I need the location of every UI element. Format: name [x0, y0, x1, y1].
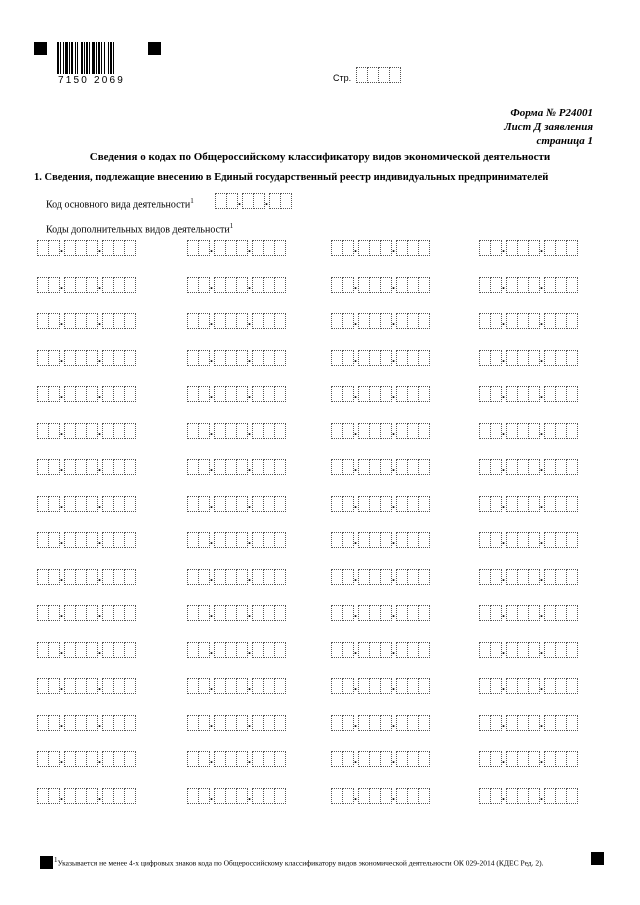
additional-code-field[interactable]: . . [479, 496, 577, 512]
footnote-ref: 1 [190, 197, 194, 205]
footnote [54, 856, 594, 868]
additional-code-field[interactable]: . . [187, 788, 285, 804]
main-activity-code-field[interactable]: . . [215, 193, 291, 209]
additional-code-field[interactable]: . . [331, 240, 429, 256]
footnote-ref: 1 [229, 222, 234, 230]
barcode-image [57, 42, 137, 74]
additional-code-field[interactable]: . . [331, 569, 429, 585]
barcode-bar [75, 42, 76, 74]
additional-code-field[interactable]: . . [479, 350, 577, 366]
additional-code-field[interactable]: . . [37, 240, 135, 256]
additional-code-field[interactable]: . . [37, 313, 135, 329]
additional-code-field[interactable]: . . [479, 240, 577, 256]
additional-code-field[interactable]: . . [37, 386, 135, 402]
barcode-bar [101, 42, 102, 74]
additional-codes-label: Коды дополнительных видов деятельности$^1$ [46, 222, 234, 236]
barcode-bar [65, 42, 68, 74]
additional-code-field[interactable]: . . [187, 313, 285, 329]
barcode-bar [108, 42, 109, 74]
additional-code-field[interactable]: . . [37, 569, 135, 585]
barcode-bar [69, 42, 70, 74]
barcode-bar [89, 42, 90, 74]
additional-code-field[interactable]: . . [331, 459, 429, 475]
barcode-bar [86, 42, 88, 74]
additional-code-field[interactable]: . . [331, 386, 429, 402]
barcode-bar [113, 42, 114, 74]
barcode-bar [104, 42, 105, 74]
additional-code-field[interactable]: . . [331, 277, 429, 293]
barcode-bar [63, 42, 64, 74]
additional-code-field[interactable]: . . [187, 459, 285, 475]
footnote-mark: 1 [54, 856, 58, 864]
section-title: 1. Сведения, подлежащие внесению в Единый государственный реестр индивидуальных предпринимателей [34, 172, 549, 183]
additional-code-field[interactable]: . . [479, 569, 577, 585]
additional-code-field[interactable]: . . [331, 678, 429, 694]
additional-code-field[interactable]: . . [479, 642, 577, 658]
additional-code-field[interactable]: . . [187, 277, 285, 293]
barcode-bar [77, 42, 78, 74]
page-number-field[interactable] [356, 67, 400, 88]
additional-code-field[interactable]: . . [187, 642, 285, 658]
additional-code-field[interactable]: . . [37, 277, 135, 293]
barcode-bar [110, 42, 112, 74]
additional-code-field[interactable]: . . [331, 642, 429, 658]
document-title: Сведения о кодах по Общероссийскому классификатору видов экономической деятельности [89, 151, 551, 163]
barcode-bar [92, 42, 95, 74]
page-number-label: Стр. [333, 73, 352, 83]
barcode-number: 7150 2069 [58, 75, 126, 86]
additional-code-field[interactable]: . . [187, 715, 285, 731]
additional-code-field[interactable]: . . [187, 569, 285, 585]
barcode-bar [60, 42, 61, 74]
additional-code-field[interactable]: . . [37, 423, 135, 439]
barcode-bar [96, 42, 97, 74]
additional-code-field[interactable]: . . [331, 605, 429, 621]
additional-code-field[interactable]: . . [331, 532, 429, 548]
additional-code-field[interactable]: . . [37, 678, 135, 694]
form-number: Форма № Р24001 [510, 107, 593, 119]
barcode-bar [57, 42, 59, 74]
additional-code-field[interactable]: . . [187, 386, 285, 402]
additional-code-field[interactable]: . . [479, 277, 577, 293]
additional-code-field[interactable]: . . [187, 350, 285, 366]
additional-code-field[interactable]: . . [187, 751, 285, 767]
additional-code-field[interactable]: . . [331, 751, 429, 767]
registration-marker-bottom-left [40, 856, 53, 869]
additional-code-field[interactable]: . . [331, 715, 429, 731]
additional-code-field[interactable]: . . [331, 496, 429, 512]
additional-code-field[interactable]: . . [479, 313, 577, 329]
additional-code-field[interactable]: . . [187, 496, 285, 512]
additional-code-field[interactable]: . . [187, 678, 285, 694]
additional-code-field[interactable]: . . [479, 605, 577, 621]
additional-code-field[interactable]: . . [331, 423, 429, 439]
additional-code-field[interactable]: . . [37, 459, 135, 475]
main-code-label: Код основного вида деятельности$^1$ [46, 197, 194, 211]
additional-code-field[interactable]: . . [187, 240, 285, 256]
additional-code-field[interactable]: . . [479, 715, 577, 731]
registration-marker-top-left [34, 42, 47, 55]
additional-code-field[interactable]: . . [37, 751, 135, 767]
sheet-page-number: страница 1 [536, 135, 593, 147]
additional-code-field[interactable]: . . [37, 642, 135, 658]
additional-code-field[interactable]: . . [479, 423, 577, 439]
additional-code-field[interactable]: . . [331, 788, 429, 804]
sheet-name: Лист Д заявления [504, 121, 593, 133]
additional-code-field[interactable]: . . [37, 350, 135, 366]
footnote-text: Указывается не менее 4-х цифровых знаков кода по Общероссийскому классификатору видов экономической деятельности ОК 029-2014 (КДЕС Ред. 2). [57, 858, 544, 868]
additional-code-field[interactable]: . . [331, 313, 429, 329]
additional-code-field[interactable]: . . [37, 532, 135, 548]
additional-code-field[interactable]: . . [37, 788, 135, 804]
additional-code-field[interactable]: . . [479, 532, 577, 548]
barcode-bar [81, 42, 83, 74]
additional-code-field[interactable]: . . [187, 532, 285, 548]
additional-code-field[interactable]: . . [37, 496, 135, 512]
additional-code-field[interactable]: . . [479, 386, 577, 402]
barcode-bar [98, 42, 100, 74]
additional-code-field[interactable]: . . [479, 678, 577, 694]
additional-code-field[interactable]: . . [187, 605, 285, 621]
additional-code-field[interactable]: . . [187, 423, 285, 439]
additional-code-field[interactable]: . . [479, 788, 577, 804]
additional-code-field[interactable]: . . [479, 459, 577, 475]
additional-code-field[interactable]: . . [37, 715, 135, 731]
barcode-bar [84, 42, 85, 74]
barcode-bar [71, 42, 73, 74]
registration-marker-top-right [148, 42, 161, 55]
additional-code-field[interactable]: . . [479, 751, 577, 767]
additional-code-field[interactable]: . . [331, 350, 429, 366]
additional-code-field[interactable]: . . [37, 605, 135, 621]
